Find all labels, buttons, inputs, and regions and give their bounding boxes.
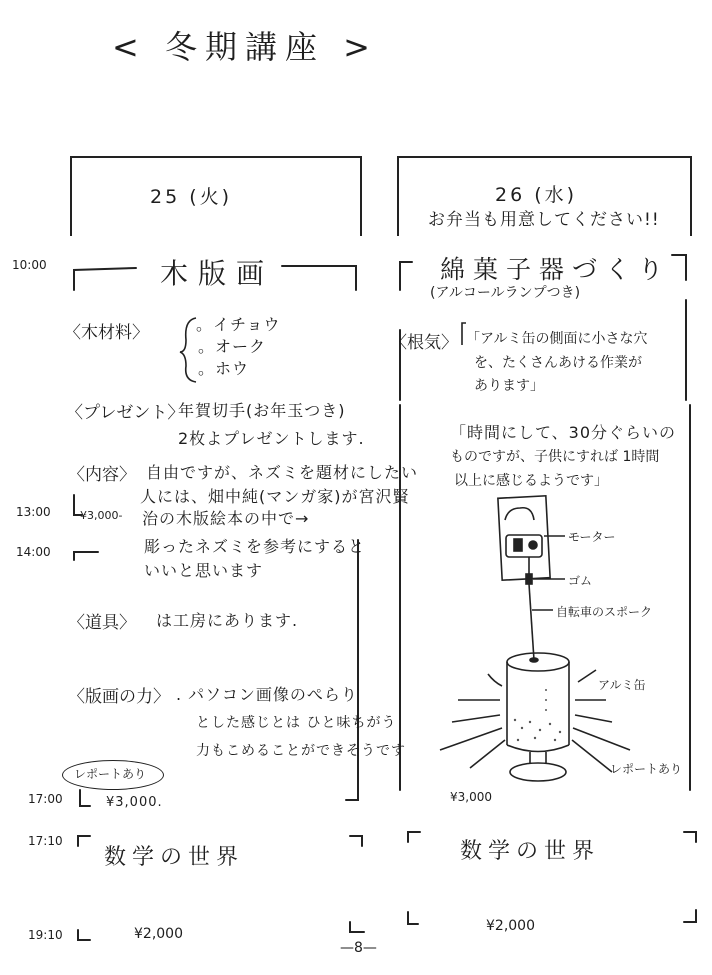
right-header-date: 26 (水) bbox=[495, 184, 578, 206]
diagram-label-rubber: ゴム bbox=[568, 574, 593, 588]
time-text: 以上に感じるようです」 bbox=[454, 473, 608, 489]
tools-text: は工房にあります. bbox=[156, 611, 299, 630]
present-label: 〈プレゼント〉 bbox=[66, 403, 185, 423]
time-1710: 17:10 bbox=[28, 834, 63, 848]
right-header-note: お弁当も用意してください!! bbox=[428, 210, 660, 230]
patience-label: 〈根気〉 bbox=[390, 333, 458, 353]
power-label: 〈版画の力〉 bbox=[68, 687, 170, 707]
time-text: ものですが、子供にすれば 1時間 bbox=[450, 449, 660, 465]
page-number: —8— bbox=[340, 940, 377, 956]
wood-label: 〈木材料〉 bbox=[64, 323, 149, 343]
present-text: 年賀切手(お年玉つき) bbox=[178, 401, 346, 420]
right-report-text: レポートあり bbox=[610, 762, 683, 776]
time-text: 「時間にして、30分ぐらいの bbox=[450, 423, 677, 442]
time-1910: 19:10 bbox=[28, 928, 63, 942]
bottom-left-price: ¥2,000 bbox=[134, 926, 183, 942]
right-price: ¥3,000 bbox=[450, 790, 492, 804]
wood-item: 。ホウ bbox=[198, 359, 250, 378]
time-1000: 10:00 bbox=[12, 258, 47, 272]
patience-text: あります」 bbox=[474, 378, 544, 394]
right-session-title: 綿菓子器づくり bbox=[440, 255, 672, 284]
content-text: 治の木版絵本の中で→ bbox=[142, 509, 310, 528]
patience-text: を、たくさんあける作業が bbox=[474, 355, 642, 371]
page-title: < 冬期講座 > bbox=[112, 28, 378, 66]
tools-label: 〈道具〉 bbox=[68, 613, 136, 633]
content-text: 自由ですが、ネズミを題材にしたい bbox=[146, 463, 419, 482]
bottom-right-title: 数学の世界 bbox=[460, 839, 601, 864]
content-label: 〈内容〉 bbox=[68, 465, 136, 485]
left-report-text: レポートあり bbox=[74, 767, 147, 781]
power-text: 力もこめることができそうです bbox=[196, 743, 406, 759]
time-1700: 17:00 bbox=[28, 792, 63, 806]
patience-text: 「アルミ缶の側面に小さな穴 bbox=[466, 331, 648, 347]
diagram-label-can: アルミ缶 bbox=[598, 678, 646, 692]
right-session-subtitle: (アルコールランプつき) bbox=[430, 285, 581, 301]
power-text: とした感じとは ひと味ちがう bbox=[196, 715, 397, 731]
left-price: ¥3,000. bbox=[106, 795, 163, 810]
wood-item: 。オーク bbox=[198, 337, 267, 356]
diagram-label-motor: モーター bbox=[568, 530, 616, 544]
bottom-left-title: 数学の世界 bbox=[104, 845, 245, 870]
diagram-label-spoke: 自転車のスポーク bbox=[556, 605, 653, 619]
time-1400: 14:00 bbox=[16, 545, 51, 559]
time-1300: 13:00 bbox=[16, 505, 51, 519]
power-text: . パソコン画像のぺらり bbox=[176, 685, 358, 704]
present-text: 2枚よプレゼントします. bbox=[178, 429, 365, 448]
wood-item: 。イチョウ bbox=[196, 315, 281, 334]
content-text: 人には、畑中純(マンガ家)が宮沢賢 bbox=[140, 487, 410, 506]
left-header-date: 25 (火) bbox=[150, 186, 233, 208]
content-text: いいと思います bbox=[144, 561, 264, 580]
content-price: ¥3,000- bbox=[80, 509, 123, 522]
bottom-right-price: ¥2,000 bbox=[486, 918, 535, 934]
content-text: 彫ったネズミを参考にすると bbox=[144, 537, 366, 556]
left-session-title: 木版画 bbox=[160, 257, 275, 290]
